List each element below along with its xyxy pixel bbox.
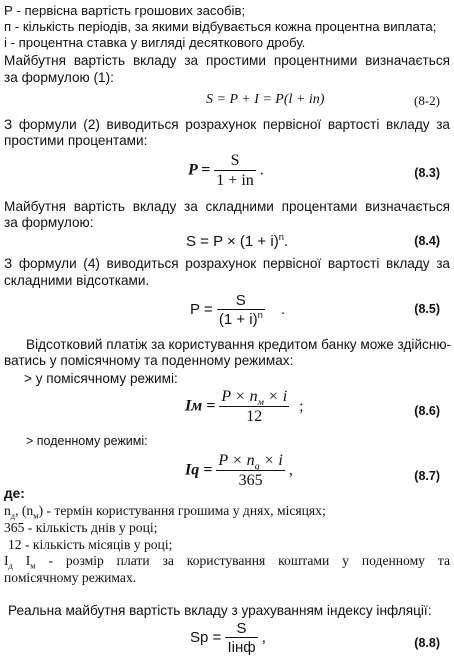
equation-number-8-5: (8.5)	[414, 302, 440, 316]
definition-p: Р - первісна вартість грошових засобів;	[4, 3, 246, 18]
equation-8-4-tail: .	[283, 233, 289, 250]
paragraph-3-line-1: Майбутня вартість вкладу за складними процентами визначається	[4, 199, 450, 214]
equation-8-3-fraction	[214, 152, 255, 190]
equation-8-3-numerator: S	[230, 152, 240, 169]
equation-8-8-denominator: Іінф	[227, 639, 256, 656]
equation-8-6-denominator: 12	[219, 406, 289, 426]
equation-8-5-denominator-base: (1 + i)	[218, 311, 258, 328]
paragraph-5-line-1: Відсотковий платіж за користування кредитом банку може здійсню-	[26, 337, 452, 352]
note-term-sub-d: д	[10, 510, 16, 521]
equation-8-7-numerator-b: × i	[259, 452, 283, 469]
paragraph-1-line-2: за формулою (1):	[4, 70, 114, 85]
equation-8-7-fraction	[216, 452, 284, 490]
note-term-sub-m: м	[33, 510, 39, 521]
paragraph-3-line-2: за формулою:	[4, 215, 94, 230]
equation-number-8-7: (8.7)	[414, 469, 440, 483]
equation-8-3-tail: .	[259, 161, 264, 179]
note-payment-sub-d: д	[8, 560, 13, 571]
note-payment-line-2: помісячному режимах.	[4, 570, 137, 585]
daily-mode-label: > поденному режимі:	[26, 434, 148, 448]
equation-number-8-3: (8.3)	[414, 166, 440, 180]
equation-8-7-lhs: Iq =	[185, 461, 213, 479]
equation-number-8-4: (8.4)	[414, 234, 440, 248]
note-payment-i: I	[4, 553, 9, 568]
note-months: 12 - кількість місяців у році;	[8, 537, 173, 552]
note-term-text: ) - термін користування грошима у днях, місяцях;	[38, 503, 326, 518]
note-payment-text: - розмір плати за користування коштами у поденному та	[35, 553, 450, 568]
equation-8-3-denominator: 1 + in	[216, 172, 254, 189]
equation-8-4	[186, 233, 288, 250]
paragraph-6: Реальна майбутня вартість вкладу з урахуванням індексу інфляції:	[8, 603, 432, 618]
note-days: 365 - кількість днів у році;	[4, 520, 158, 535]
paragraph-1-line-1: Майбутня вартість вкладу за простими процентними визначається	[4, 53, 450, 68]
equation-8-8-fraction	[225, 620, 257, 656]
paragraph-2-line-2: простими процентами:	[4, 133, 148, 148]
equation-8-8-tail: ,	[261, 628, 266, 646]
equation-8-5-denominator	[217, 309, 265, 328]
note-term-n: n	[4, 503, 11, 518]
equation-8-5-denominator-exponent: n	[257, 310, 263, 320]
equation-8-8-numerator: S	[236, 620, 247, 637]
paragraph-4-line-1: З формули (4) виводиться розрахунок первісної вартості вкладу за	[4, 256, 450, 271]
equation-8-8-lhs: Sp =	[190, 628, 222, 646]
equation-8-6-tail: ;	[299, 397, 304, 415]
equation-8-7-numerator	[216, 452, 284, 473]
note-term-mid: , (n	[15, 503, 34, 518]
equation-8-5	[190, 292, 285, 328]
note-payment-sub-m: м	[30, 560, 36, 571]
equation-8-8	[190, 620, 266, 656]
equation-8-6-fraction	[219, 388, 289, 426]
equation-8-4-body: S = P × (1 + i)	[186, 233, 279, 250]
equation-8-7-numerator-sub: q	[254, 461, 260, 473]
equation-number-8-6: (8.6)	[414, 404, 440, 418]
note-term	[4, 503, 450, 521]
equation-8-7-numerator-a: P × n	[218, 452, 255, 469]
equation-number-8-8: (8.8)	[414, 636, 440, 650]
equation-8-6-lhs: Iм =	[185, 397, 216, 415]
equation-8-4-exponent: n	[278, 232, 284, 242]
equation-8-6	[185, 388, 304, 426]
equation-8-7-tail: ,	[288, 461, 293, 479]
equation-8-2: S = P + I = P(l + in)	[206, 92, 325, 107]
equation-8-5-tail: .	[280, 300, 286, 318]
equation-8-3-lhs: P =	[188, 161, 211, 179]
equation-8-6-numerator-sub: м	[257, 397, 264, 409]
paragraph-4-line-2: складними відсотками.	[4, 273, 150, 288]
monthly-mode-label: > у помісячному режимі:	[24, 371, 178, 386]
note-payment-mid: I	[12, 553, 31, 568]
paragraph-2-line-1: З формули (2) виводиться розрахунок первісної вартості вкладу за	[4, 117, 450, 132]
equation-8-6-numerator-a: P × n	[221, 388, 258, 405]
where-label: де:	[4, 486, 25, 501]
definition-n: п - кількість періодів, за якими відбувається кожна процентна виплата;	[4, 19, 437, 34]
note-payment-line-1	[4, 553, 450, 571]
equation-8-7	[185, 452, 293, 490]
equation-8-5-fraction	[217, 292, 265, 328]
equation-8-3	[188, 152, 264, 190]
equation-8-5-numerator: S	[235, 292, 246, 309]
equation-8-6-numerator-b: × i	[263, 388, 288, 405]
paragraph-5-line-2: ватись у помісячному та поденному режимах:	[4, 353, 294, 368]
equation-8-5-lhs: P =	[190, 300, 213, 318]
definition-i: і - процентна ставка у вигляді десяткового дробу.	[4, 35, 306, 50]
equation-number-8-2: (8-2)	[414, 93, 440, 108]
equation-8-6-numerator	[219, 388, 289, 409]
equation-8-7-denominator: 365	[216, 470, 284, 490]
